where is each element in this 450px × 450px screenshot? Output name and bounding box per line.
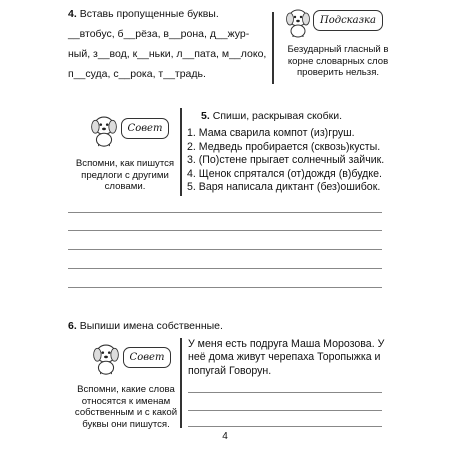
list-item: 4. Щенок спрятался (от)дождя (в)будке.: [187, 167, 382, 180]
dog-icon: [92, 340, 120, 376]
tip2-text: Вспомни, какие слова относятся к именам собственным и с какой буквы они пишутся.: [74, 384, 178, 430]
writing-line: [188, 426, 382, 427]
list-item: 2. Медведь пробирается (сквозь)кусты.: [187, 140, 381, 153]
task6-story: У меня есть подруга Маша Морозова. У неё дома живут черепаха Торопыжка и попугай Говорун.: [188, 338, 385, 377]
list-item: 5. Варя написала диктант (без)ошибок.: [187, 181, 381, 194]
writing-line: [68, 287, 382, 288]
task4-line-2: ный, з__вод, к__ньки, л__пата, м__локо,: [68, 48, 267, 60]
dog-icon: [90, 112, 118, 148]
tip1-text: Вспомни, как пишутся предлоги с другими словами.: [75, 158, 175, 192]
task6-title-text: Выпиши имена собственные.: [79, 320, 223, 332]
writing-line: [68, 230, 382, 231]
task4-number: 4.: [68, 8, 77, 20]
writing-line: [68, 212, 382, 213]
hint-divider: [272, 12, 274, 84]
task5-title-text: Спиши, раскрывая скобки.: [212, 110, 343, 122]
task6-number: 6.: [68, 320, 77, 332]
dog-icon: [285, 6, 311, 38]
tip2-badge: Совет: [123, 347, 171, 368]
task5-number: 5.: [201, 110, 210, 122]
writing-line: [188, 392, 382, 393]
task5-title: [201, 110, 342, 122]
list-item: 3. (По)стене прыгает солнечный зайчик.: [187, 154, 385, 167]
page-number: 4: [222, 431, 228, 442]
task4-line-1: __втобус, б__рёза, в__рона, д__жур-: [68, 28, 250, 40]
task4-words: [68, 24, 266, 84]
tip2-divider: [180, 338, 182, 428]
task6-title: [68, 320, 223, 332]
tip1-divider: [180, 108, 182, 196]
tip1-badge: Совет: [121, 118, 169, 139]
task4-title-text: Вставь пропущенные буквы.: [79, 8, 219, 20]
task4-line-3: п__суда, с__рока, т__традь.: [68, 68, 206, 80]
task4-title: [68, 8, 219, 20]
writing-line: [188, 410, 382, 411]
hint-text: Безударный гласный в корне словарных слов проверить нельзя.: [287, 44, 389, 78]
writing-line: [68, 249, 382, 250]
task5-list: [187, 127, 384, 195]
writing-line: [68, 268, 382, 269]
list-item: 1. Мама сварила компот (из)груш.: [187, 127, 355, 139]
hint-badge: Подсказка: [313, 10, 383, 31]
